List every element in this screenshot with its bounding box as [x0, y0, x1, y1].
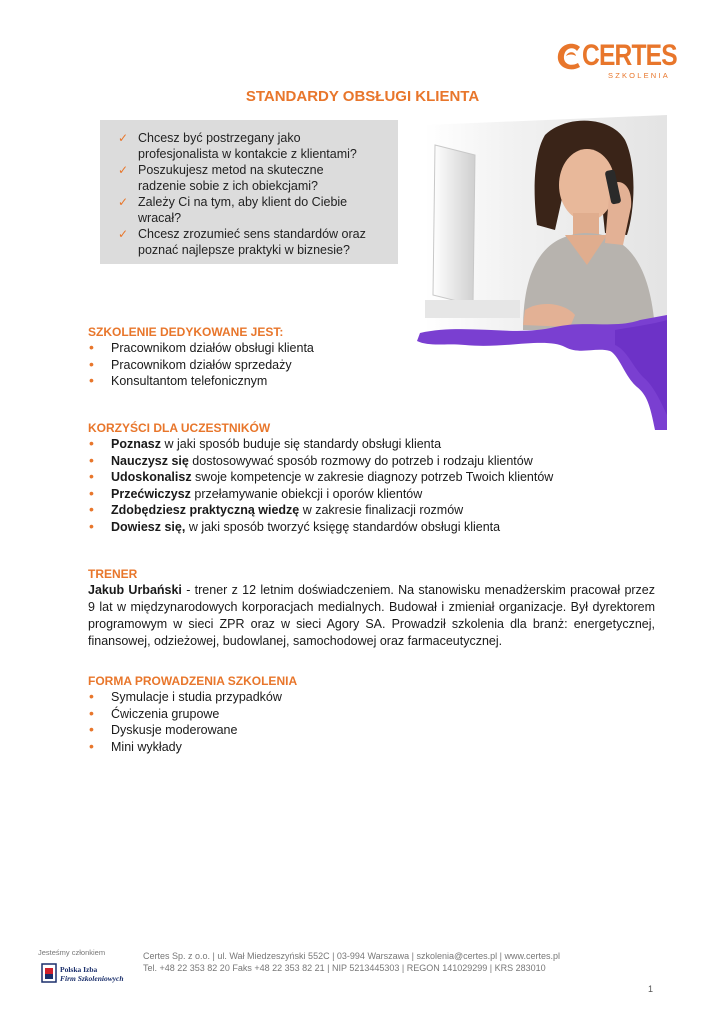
bullet-icon: •: [89, 721, 94, 737]
bullet-icon: •: [89, 355, 94, 372]
bullet-icon: •: [89, 704, 94, 721]
checkmark-icon: ✓: [118, 227, 129, 241]
footer-contact: Tel. +48 22 353 82 20 Faks +48 22 353 82 21 | NIP 5213445303 | REGON 141029299 | KRS 283010: [143, 963, 546, 973]
pifs-logo: [40, 960, 132, 986]
questions-list: [118, 130, 390, 258]
bullet-icon: •: [89, 339, 94, 355]
dedicated-heading: SZKOLENIE DEDYKOWANE JEST:: [88, 325, 284, 339]
list-item: • Ćwiczenia grupowe: [89, 704, 220, 721]
bullet-icon: •: [89, 517, 94, 534]
trainer-heading: TRENER: [88, 567, 138, 581]
company-footer: [143, 950, 560, 974]
question-item: ✓ Chcesz być postrzegany jako profesjonalista w kontakcie z klientami?: [118, 131, 357, 161]
bullet-icon: •: [89, 501, 94, 517]
checkmark-icon: ✓: [118, 163, 129, 177]
checkmark-icon: ✓: [118, 195, 129, 209]
list-item: • Dyskusje moderowane: [89, 721, 238, 737]
trainer-section: [88, 566, 655, 650]
format-heading: FORMA PROWADZENIA SZKOLENIA: [88, 674, 298, 688]
dedicated-section: [88, 324, 658, 390]
format-section: [88, 673, 658, 755]
bullet-icon: •: [89, 484, 94, 501]
bullet-icon: •: [89, 468, 94, 484]
question-item: ✓ Zależy Ci na tym, aby klient do Ciebie wracał?: [118, 195, 348, 225]
logo-wordmark: CERTES: [582, 39, 677, 72]
list-item: • Konsultantom telefonicznym: [89, 372, 268, 388]
certes-logo-mark-icon: [556, 42, 584, 72]
list-item: • Dowiesz się, w jaki sposób tworzyć księgę standardów obsługi klienta: [89, 517, 501, 534]
footer-address: Certes Sp. z o.o. | ul. Wał Miedzeszyński 552C | 03-994 Warszawa | szkolenia@certes.pl | www.certes.pl: [143, 951, 560, 961]
checkmark-icon: ✓: [118, 131, 129, 145]
trainer-name: Jakub Urbański: [88, 583, 182, 597]
logo-subtitle: SZKOLENIA: [608, 71, 670, 80]
benefits-heading: KORZYŚCI DLA UCZESTNIKÓW: [88, 421, 271, 435]
list-item: • Symulacje i studia przypadków: [89, 688, 282, 704]
bullet-icon: •: [89, 737, 94, 754]
bullet-icon: •: [89, 372, 94, 388]
dedicated-list: [88, 340, 658, 390]
question-item: ✓ Chcesz zrozumieć sens standardów oraz poznać najlepsze praktyki w biznesie?: [118, 227, 366, 257]
member-label: Jesteśmy członkiem: [38, 948, 106, 957]
list-item: • Poznasz w jaki sposób buduje się standardy obsługi klienta: [89, 435, 442, 451]
trainer-bio: Jakub Urbański - trener z 12 letnim doświadczeniem. Na stanowisku menadżerskim pracował przez 9 lat w międzynarodowych korporacjach medialnych. Budował i zmieniał organizacje. Był dyrektorem programowym w sieci ZPR oraz w sieci Agory SA. Prowadził szkolenia dla branż: energetycznej, finansowej, odzieżowej, budowlanej, samochodowej oraz farmaceutycznej.: [88, 583, 656, 648]
page-number: 1: [648, 984, 654, 994]
page-title: STANDARDY OBSŁUGI KLIENTA: [245, 88, 480, 105]
list-item: • Przećwiczysz przełamywanie obiekcji i oporów klientów: [89, 484, 423, 501]
pifs-logo-line1: Polska Izba: [60, 965, 98, 974]
bullet-icon: •: [89, 435, 94, 451]
question-item: ✓ Poszukujesz metod na skuteczne radzenie sobie z ich obiekcjami?: [118, 163, 324, 193]
bullet-icon: •: [89, 451, 94, 468]
benefits-section: [88, 420, 658, 535]
list-item: • Udoskonalisz swoje kompetencje w zakresie diagnozy potrzeb Twoich klientów: [89, 468, 554, 484]
list-item: • Pracownikom działów sprzedaży: [89, 355, 292, 372]
list-item: • Zdobędziesz praktyczną wiedzę w zakresie finalizacji rozmów: [89, 501, 464, 517]
list-item: • Mini wykłady: [89, 737, 182, 754]
benefits-list: [88, 436, 658, 535]
certes-logo: [556, 39, 677, 82]
pifs-logo-line2: Firm Szkoleniowych: [60, 974, 124, 983]
format-list: [88, 689, 658, 755]
list-item: • Pracownikom działów obsługi klienta: [89, 339, 314, 355]
list-item: • Nauczysz się dostosowywać sposób rozmowy do potrzeb i rodzaju klientów: [89, 451, 533, 468]
bullet-icon: •: [89, 688, 94, 704]
